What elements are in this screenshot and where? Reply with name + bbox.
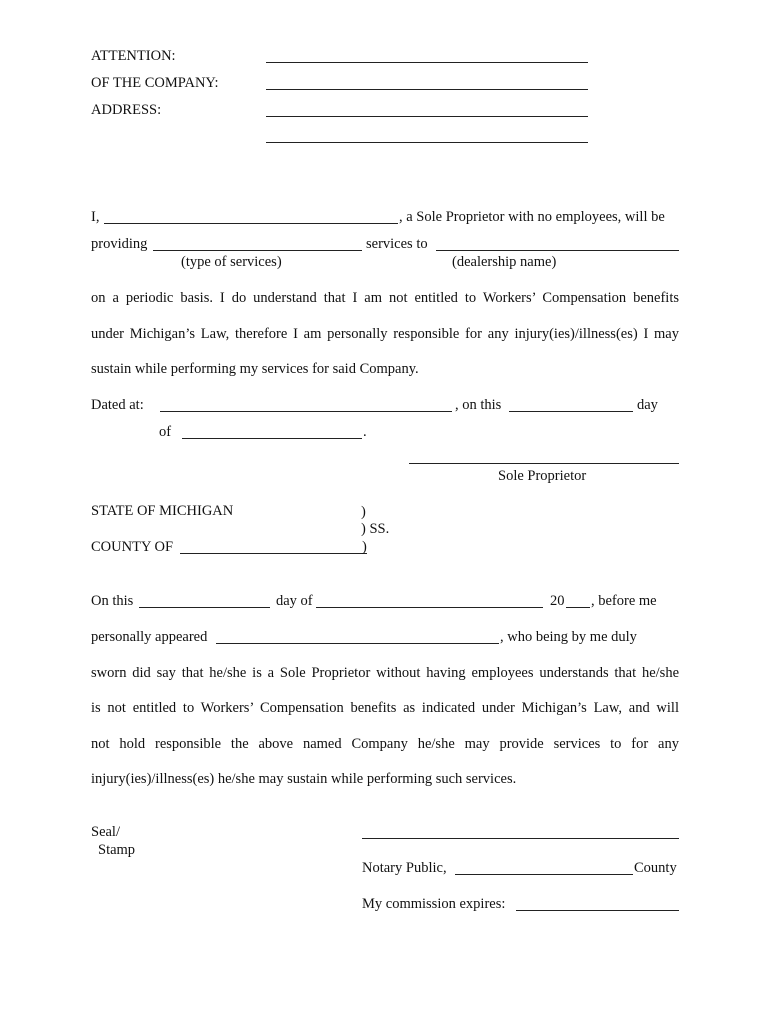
- month-line[interactable]: [182, 438, 362, 439]
- county-label: COUNTY OF: [91, 539, 174, 555]
- address-label: ADDRESS:: [91, 102, 162, 118]
- notary-line-4: injury(ies)/illness(es) he/she may sustain while performing such services.: [91, 771, 517, 787]
- notary-line-3: not hold responsible the above named Company he/she may provide services to for any: [91, 736, 679, 752]
- i-label: I,: [91, 209, 100, 225]
- commission-expires-line[interactable]: [516, 910, 679, 911]
- notary-personally-appeared: personally appeared: [91, 629, 208, 645]
- company-line[interactable]: [266, 89, 588, 90]
- attention-label: ATTENTION:: [91, 48, 176, 64]
- county-line[interactable]: [180, 553, 367, 554]
- company-label: OF THE COMPANY:: [91, 75, 219, 91]
- attention-line[interactable]: [266, 62, 588, 63]
- notary-day-line[interactable]: [139, 607, 270, 608]
- notary-on-this: On this: [91, 593, 134, 609]
- notary-public-label: Notary Public,: [362, 860, 447, 876]
- notary-appeared-name-line[interactable]: [216, 643, 499, 644]
- notary-county-label: County: [634, 860, 677, 876]
- venue-ss: ) SS.: [361, 521, 390, 537]
- statement-line-1: on a periodic basis. I do understand that I am not entitled to Workers’ Compensation benefits: [91, 290, 679, 306]
- day-text: day: [637, 397, 658, 413]
- dealership-name-caption: (dealership name): [452, 254, 557, 270]
- of-label: of: [159, 424, 172, 440]
- notary-county-line[interactable]: [455, 874, 633, 875]
- notary-year-line[interactable]: [566, 607, 590, 608]
- dealership-name-line[interactable]: [436, 250, 679, 251]
- notary-day-of: day of: [276, 593, 313, 609]
- services-to-text: services to: [366, 236, 428, 252]
- of-period: .: [363, 424, 367, 440]
- state-label: STATE OF MICHIGAN: [91, 503, 234, 519]
- seal-label: Seal/: [91, 824, 120, 840]
- day-line[interactable]: [509, 411, 633, 412]
- providing-label: providing: [91, 236, 148, 252]
- sole-proprietor-caption: Sole Proprietor: [498, 468, 587, 484]
- sole-proprietor-signature-line[interactable]: [409, 463, 679, 464]
- notary-year-prefix: 20: [550, 593, 565, 609]
- notary-signature-line[interactable]: [362, 838, 679, 839]
- statement-line-3: sustain while performing my services for said Company.: [91, 361, 419, 377]
- venue-paren-3: ): [362, 539, 367, 555]
- statement-line-2: under Michigan’s Law, therefore I am personally responsible for any injury(ies)/illness(es) I may: [91, 326, 679, 342]
- type-of-services-caption: (type of services): [181, 254, 282, 270]
- sole-prop-text: , a Sole Proprietor with no employees, will be: [399, 209, 665, 225]
- notary-month-line[interactable]: [316, 607, 543, 608]
- address-line-1[interactable]: [266, 116, 588, 117]
- venue-paren-1: ): [361, 504, 366, 520]
- stamp-label: Stamp: [98, 842, 136, 858]
- dated-at-line[interactable]: [160, 411, 452, 412]
- notary-before-me: , before me: [591, 593, 657, 609]
- on-this-text: , on this: [455, 397, 502, 413]
- notary-line-2: is not entitled to Workers’ Compensation benefits as indicated under Michigan’s Law, and will: [91, 700, 679, 716]
- notary-who-being: , who being by me duly: [500, 629, 637, 645]
- proprietor-name-line[interactable]: [104, 223, 398, 224]
- commission-expires-label: My commission expires:: [362, 896, 506, 912]
- notary-line-1: sworn did say that he/she is a Sole Proprietor without having employees understands that he/she: [91, 665, 679, 681]
- address-line-2[interactable]: [266, 142, 588, 143]
- dated-at-label: Dated at:: [91, 397, 144, 413]
- type-of-services-line[interactable]: [153, 250, 362, 251]
